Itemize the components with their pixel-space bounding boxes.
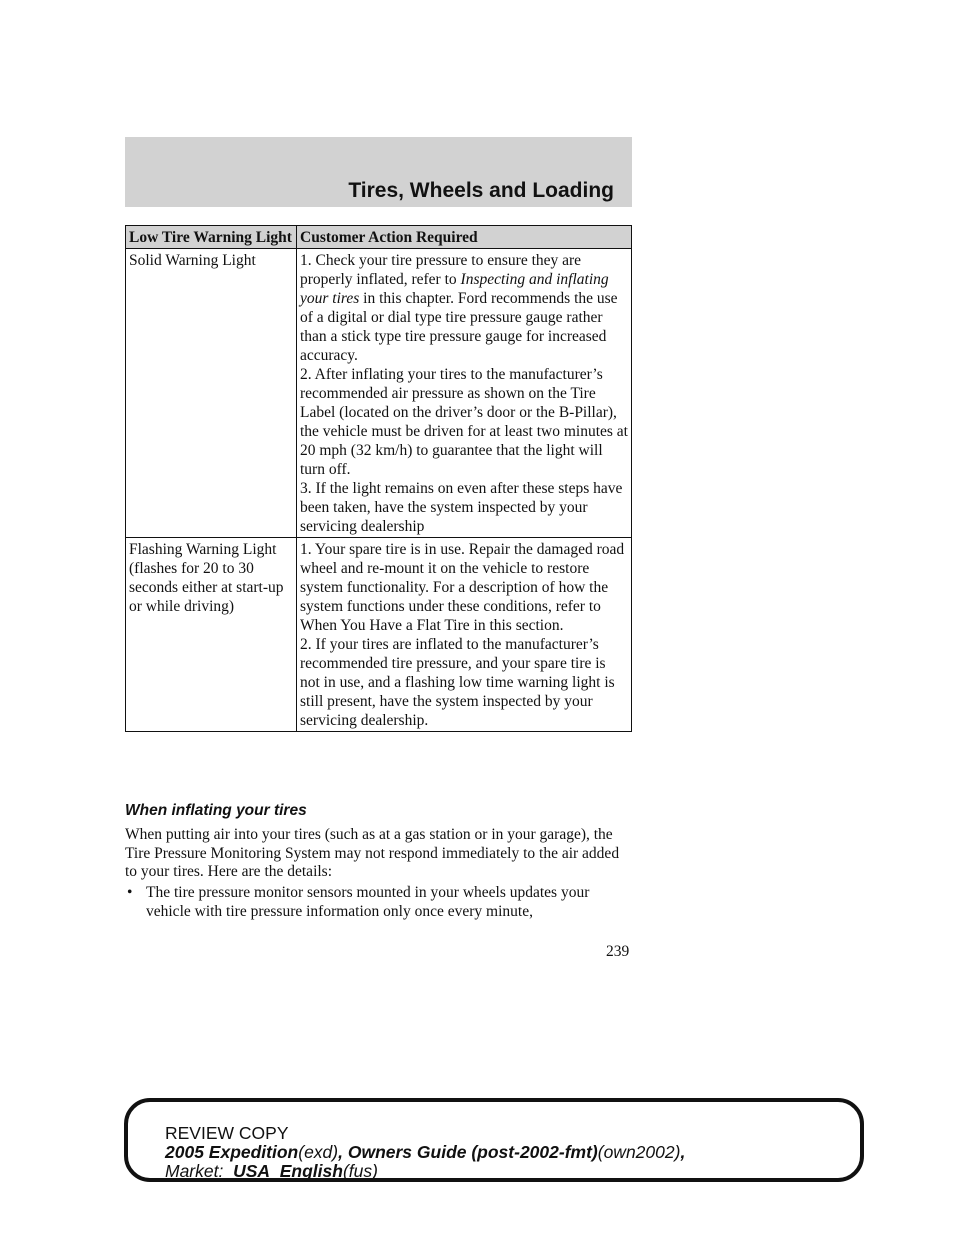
bullet-icon: • xyxy=(127,884,133,901)
action-step: 1. Your spare tire is in use. Repair the damaged road wheel and re-mount it on the vehicle to restore system functionality. For a description of how the system functions under these conditions, refer to When You Have a Flat Tire in this section. xyxy=(300,541,625,634)
review-copy-label: REVIEW COPY xyxy=(165,1123,289,1143)
warning-condition-cell: Flashing Warning Light (flashes for 20 to 30 seconds either at start-up or while driving) xyxy=(126,538,297,732)
body-paragraph: When putting air into your tires (such as at a gas station or in your garage), the Tire Pressure Monitoring System may not respond immediately to the air added to your tires. Here are the details: xyxy=(125,826,620,880)
customer-action-cell xyxy=(297,249,632,538)
customer-action-cell xyxy=(297,538,632,732)
column-header-customer-action: Customer Action Required xyxy=(297,226,632,249)
subsection-heading: When inflating your tires xyxy=(125,802,307,819)
action-step: 3. If the light remains on even after these steps have been taken, have the system inspected by your servicing dealership xyxy=(300,480,623,535)
document-identifier: 2005 Expedition(exd), Owners Guide (post-2002-fmt)(own2002), xyxy=(165,1142,686,1162)
tire-warning-table xyxy=(125,225,632,732)
action-step: 1. Check your tire pressure to ensure they are properly inflated, refer to Inspecting and inflating your tires in this chapter. Ford recommends the use of a digital or dial type tire pressure gauge rather than a stick type tire pressure gauge for increased accuracy. xyxy=(300,252,618,364)
section-title: Tires, Wheels and Loading xyxy=(348,179,614,202)
table-header-row xyxy=(126,226,632,249)
action-step: 2. After inflating your tires to the manufacturer’s recommended air pressure as shown on the Tire Label (located on the driver’s door or the B-Pillar), the vehicle must be driven for at least two minutes at 20 mph (32 km/h) to guarantee that the light will turn off. xyxy=(300,366,628,478)
table-row xyxy=(126,249,632,538)
cross-reference: Inspecting and inflating your tires xyxy=(300,271,609,307)
warning-condition-cell: Solid Warning Light xyxy=(126,249,297,538)
market-identifier: Market: USA_English(fus) xyxy=(165,1161,378,1181)
column-header-warning-light: Low Tire Warning Light xyxy=(126,226,297,249)
page-number: 239 xyxy=(606,943,630,960)
bullet-item xyxy=(125,884,635,921)
review-copy-text xyxy=(165,1124,685,1181)
table-row xyxy=(126,538,632,732)
bullet-text: The tire pressure monitor sensors mounted in your wheels updates your vehicle with tire pressure information only once every minute, xyxy=(146,884,590,920)
action-step: 2. If your tires are inflated to the manufacturer’s recommended tire pressure, and your spare tire is not in use, and a flashing low time warning light is still present, have the system inspected by your servicing dealership. xyxy=(300,636,615,729)
section-header-band xyxy=(125,137,632,207)
